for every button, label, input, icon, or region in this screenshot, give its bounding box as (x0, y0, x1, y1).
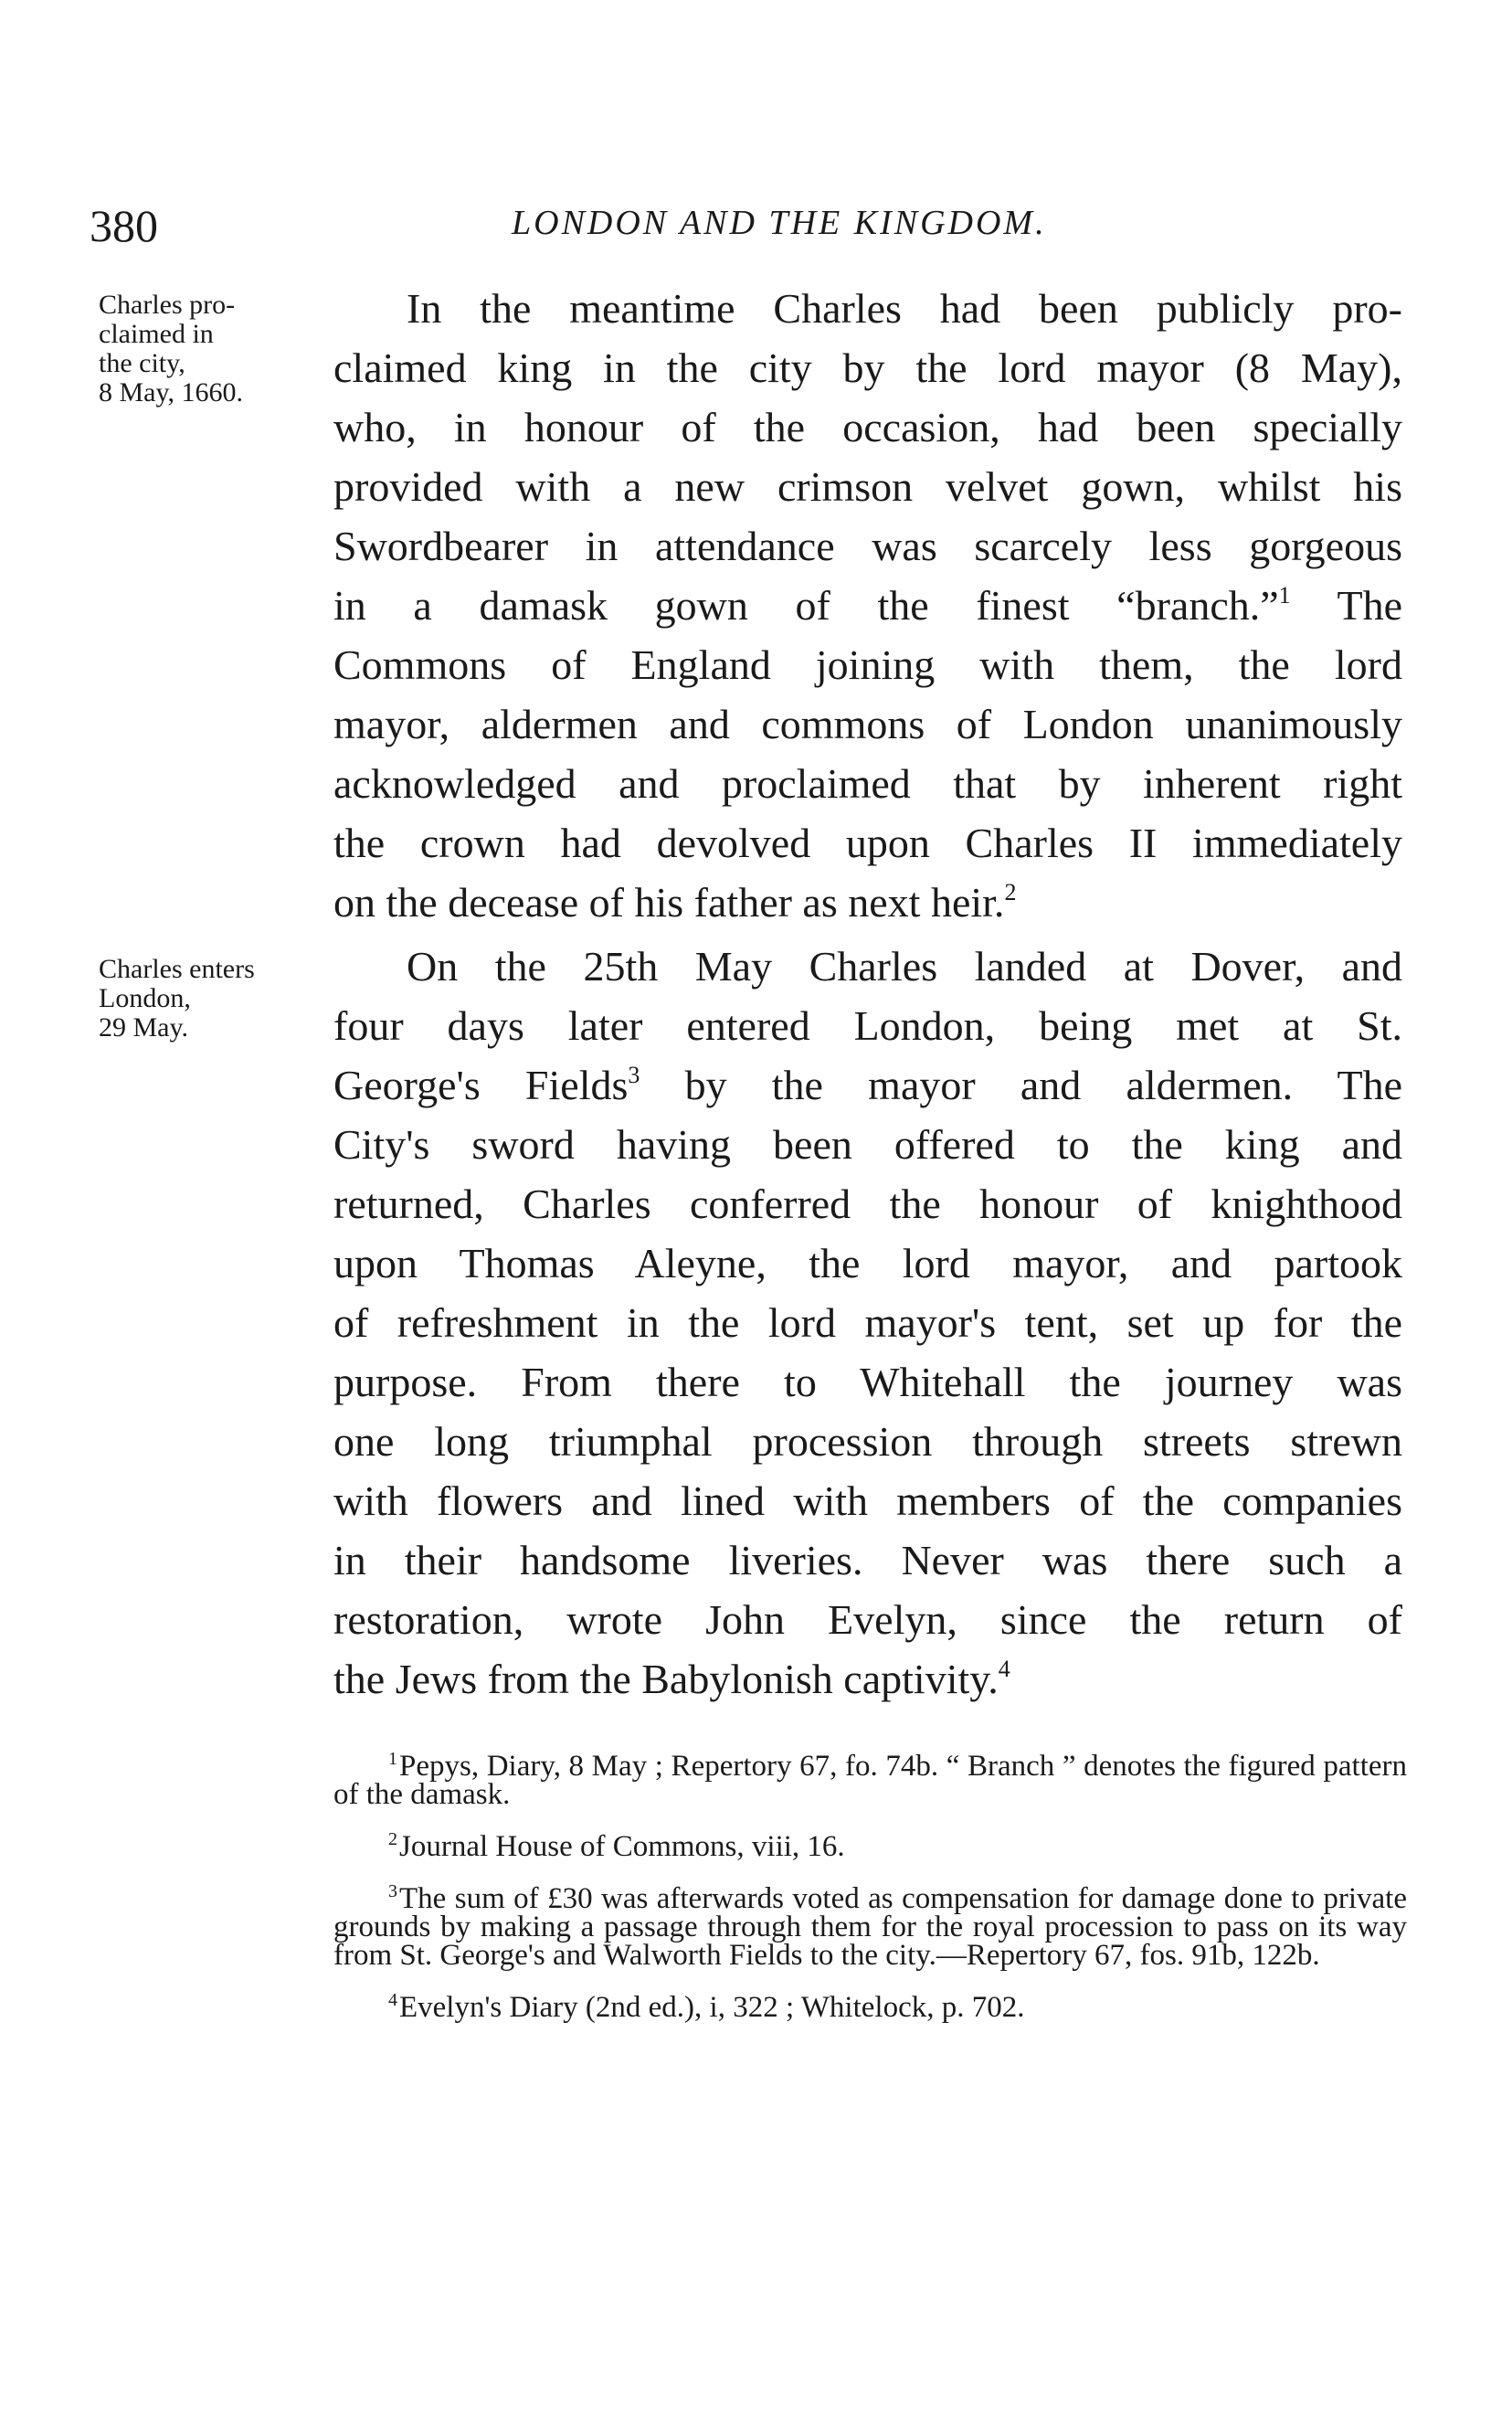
body-line: City's sword having been offered to the king and (333, 1121, 1402, 1168)
body-line (333, 1055, 1402, 1115)
footnote-ref: 4 (998, 1656, 1010, 1682)
body-line: the crown had devolved upon Charles II immediately (333, 820, 1402, 866)
footnote-text: The sum of £30 was afterwards voted as compensation for damage done to private grounds by making a passage through them for the royal procession to pass on its way from St. George's and Walworth Fields to the city.—Repertory 67, fos. 91b, 122b. (333, 1882, 1407, 1972)
sidenote-proclaimed (99, 291, 327, 408)
body-text: on the decease of his father as next heir. (333, 879, 1005, 926)
body-line: Swordbearer in attendance was scarcely less gorgeous (333, 523, 1402, 569)
paragraph-restoration (333, 937, 1402, 1709)
footnote (333, 1878, 1407, 1970)
footnotes (333, 1745, 1407, 2038)
footnote-mark: 2 (388, 1829, 397, 1849)
body-text: by the mayor and aldermen. The (640, 1062, 1402, 1108)
page-number: 380 (90, 200, 158, 251)
footnote-mark: 3 (388, 1881, 397, 1901)
body-line: who, in honour of the occasion, had been specially (333, 404, 1402, 450)
sidenote-line: Charles enters (99, 954, 255, 984)
body-line: In the meantime Charles had been publicly pro- (407, 285, 1402, 332)
sidenote-line: Charles pro- (99, 290, 236, 320)
body-line: purpose. From there to Whitehall the journey was (333, 1359, 1402, 1405)
sidenote-line: London, (99, 983, 191, 1013)
body-line (333, 1649, 1402, 1709)
sidenote-line: 29 May. (99, 1012, 189, 1043)
body-text: The (1290, 582, 1403, 629)
body-line: four days later entered London, being met at St. (333, 1002, 1402, 1049)
paragraph-proclamation (333, 279, 1402, 932)
body-text: in a damask gown of the finest “branch.” (333, 582, 1279, 629)
body-line (333, 873, 1402, 932)
footnote-ref: 3 (628, 1062, 640, 1088)
footnote (333, 1986, 1407, 2022)
body-line: claimed king in the city by the lord mayor (8 May), (333, 344, 1402, 391)
footnote-ref: 1 (1278, 582, 1291, 609)
body-line: acknowledged and proclaimed that by inherent right (333, 760, 1402, 807)
body-line: of refreshment in the lord mayor's tent, set up for the (333, 1299, 1402, 1346)
body-line: provided with a new crimson velvet gown, whilst his (333, 463, 1402, 510)
sidenote-line: claimed in (99, 319, 214, 349)
footnote-text: Pepys, Diary, 8 May ; Repertory 67, fo. 74b. “ Branch ” denotes the figured pattern of the damask. (333, 1750, 1407, 1811)
body-line: mayor, aldermen and commons of London unanimously (333, 701, 1402, 747)
body-line: with flowers and lined with members of the companies (333, 1477, 1402, 1524)
footnote-mark: 4 (388, 1990, 397, 2010)
body-line: one long triumphal procession through streets strewn (333, 1418, 1402, 1465)
body-line: On the 25th May Charles landed at Dover, and (407, 943, 1402, 990)
body-line: in their handsome liveries. Never was there such a (333, 1537, 1402, 1583)
body-line: Commons of England joining with them, the lord (333, 641, 1402, 688)
footnote (333, 1826, 1407, 1861)
footnote-text: Journal House of Commons, viii, 16. (399, 1830, 845, 1863)
footnote-mark: 1 (388, 1749, 397, 1769)
body-line (333, 576, 1402, 635)
sidenote-line: 8 May, 1660. (99, 377, 244, 408)
body-line: upon Thomas Aleyne, the lord mayor, and partook (333, 1240, 1402, 1286)
body-text: George's Fields (333, 1062, 629, 1108)
running-title: LONDON AND THE KINGDOM. (512, 204, 1047, 242)
body-text: the Jews from the Babylonish captivity. (333, 1656, 999, 1702)
footnote-ref: 2 (1004, 879, 1017, 905)
sidenote-enters-london (99, 955, 327, 1043)
sidenote-line: the city, (99, 348, 185, 378)
footnote-text: Evelyn's Diary (2nd ed.), i, 322 ; Whitelock, p. 702. (399, 1991, 1025, 2024)
body-line: restoration, wrote John Evelyn, since the return of (333, 1596, 1402, 1643)
body-line: returned, Charles conferred the honour of knighthood (333, 1181, 1402, 1227)
footnote (333, 1745, 1407, 1809)
